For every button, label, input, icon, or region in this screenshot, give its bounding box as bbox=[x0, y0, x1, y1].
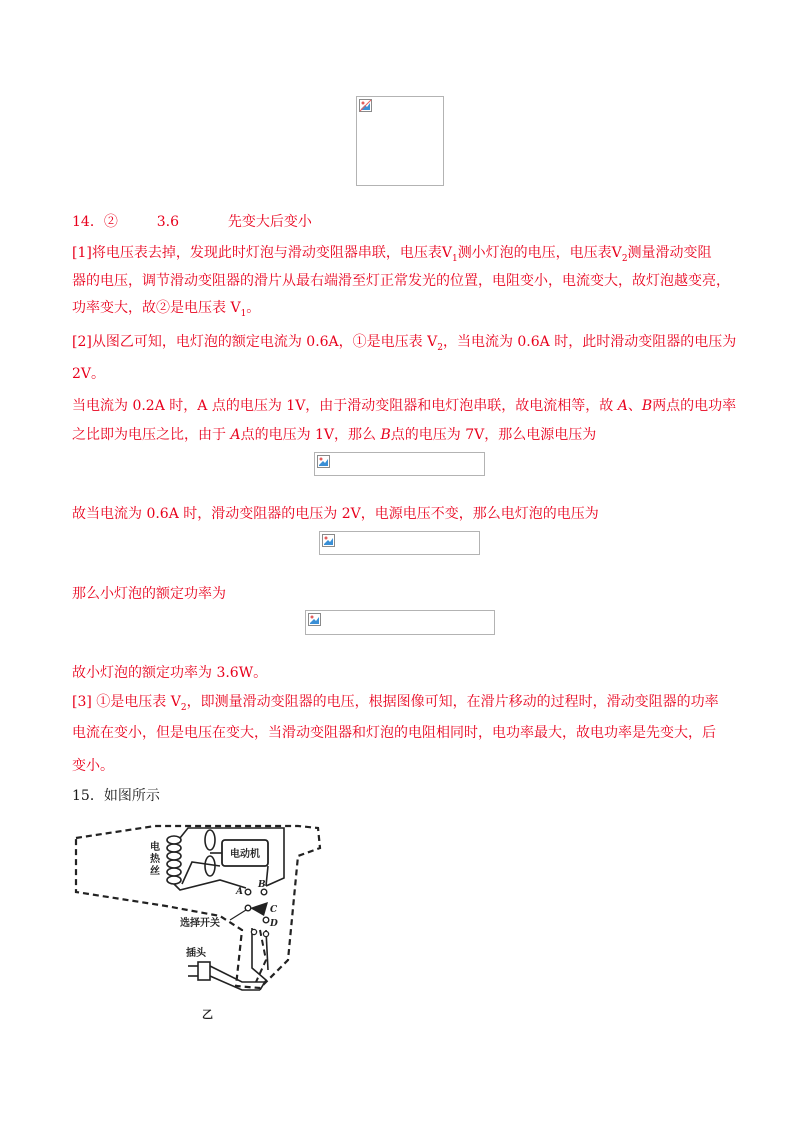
q14-para7-line2: 电流在变小，但是电压在变大，当滑动变阻器和灯泡的电阻相同时，电功率最大，故电功率是先变大，后 bbox=[72, 725, 716, 741]
q14-para2-line2: 2V。 bbox=[72, 366, 106, 382]
q14-para4: 故当电流为 0.6A 时，滑动变阻器的电压为 2V，电源电压不变，那么电灯泡的电压为 bbox=[72, 506, 599, 522]
q14-para1-line1: [1]将电压表去掉，发现此时灯泡与滑动变阻器串联，电压表$V_1$测小灯泡的电压，电压表$V_2$测量滑动变阻 bbox=[72, 245, 712, 264]
plug-icon bbox=[198, 962, 210, 980]
q14-para3-line2: 之比即为电压之比，由于 A点的电压为 1V，那么 B点的电压为 7V，那么电源电压为 bbox=[72, 427, 597, 443]
q14-para1-line2: 器的电压，调节滑动变阻器的滑片从最右端滑至灯正常发光的位置，电阻变小，电流变大，故灯泡越变亮， bbox=[72, 273, 730, 289]
broken-image-icon bbox=[322, 534, 335, 547]
broken-image-icon bbox=[317, 455, 330, 468]
fan-icon bbox=[205, 830, 222, 876]
formula-image-placeholder-2 bbox=[319, 531, 480, 555]
svg-text:插头: 插头 bbox=[186, 948, 206, 959]
broken-image-icon bbox=[359, 99, 372, 112]
svg-text:D: D bbox=[270, 919, 278, 929]
broken-image-icon bbox=[308, 613, 321, 626]
heater-coil bbox=[167, 836, 181, 884]
svg-text:A: A bbox=[236, 887, 243, 897]
formula-image-placeholder-3 bbox=[305, 610, 495, 635]
hair-dryer-circuit-diagram bbox=[70, 810, 330, 1030]
q14-para3-line1: 当电流为 0.2A 时，A 点的电压为 1V，由于滑动变阻器和电灯泡串联，故电流相等，故 A、B两点的电功率 bbox=[72, 398, 737, 414]
svg-text:电动机: 电动机 bbox=[230, 849, 260, 860]
selector-switch-blade bbox=[250, 902, 268, 916]
q14-para2-line1: [2]从图乙可知，电灯泡的额定电流为 0.6A，①是电压表 $V_2$，当电流为 0.6A 时，此时滑动变阻器的电压为 bbox=[72, 334, 737, 353]
q14-para6: 故小灯泡的额定功率为 3.6W。 bbox=[72, 665, 268, 681]
q14-heading: 14．② 3.6 先变大后变小 bbox=[72, 214, 312, 230]
q14-para5: 那么小灯泡的额定功率为 bbox=[72, 586, 226, 602]
q14-para7-line1: [3] ①是电压表 $V_2$，即测量滑动变阻器的电压，根据图像可知，在滑片移动的过程时，滑动变阻器的功率 bbox=[72, 694, 719, 713]
q15-heading: 15．如图所示 bbox=[72, 788, 160, 804]
top-image-placeholder bbox=[356, 96, 444, 186]
svg-text:乙: 乙 bbox=[202, 1008, 213, 1021]
heater-label: 电 热 丝 bbox=[150, 842, 160, 877]
q14-para7-line3: 变小。 bbox=[72, 758, 114, 774]
formula-image-placeholder-1 bbox=[314, 452, 485, 476]
svg-text:C: C bbox=[270, 905, 278, 915]
svg-text:选择开关: 选择开关 bbox=[180, 918, 220, 929]
q14-para1-line3: 功率变大，故②是电压表 $V_1$。 bbox=[72, 300, 261, 319]
svg-text:B: B bbox=[258, 880, 266, 890]
